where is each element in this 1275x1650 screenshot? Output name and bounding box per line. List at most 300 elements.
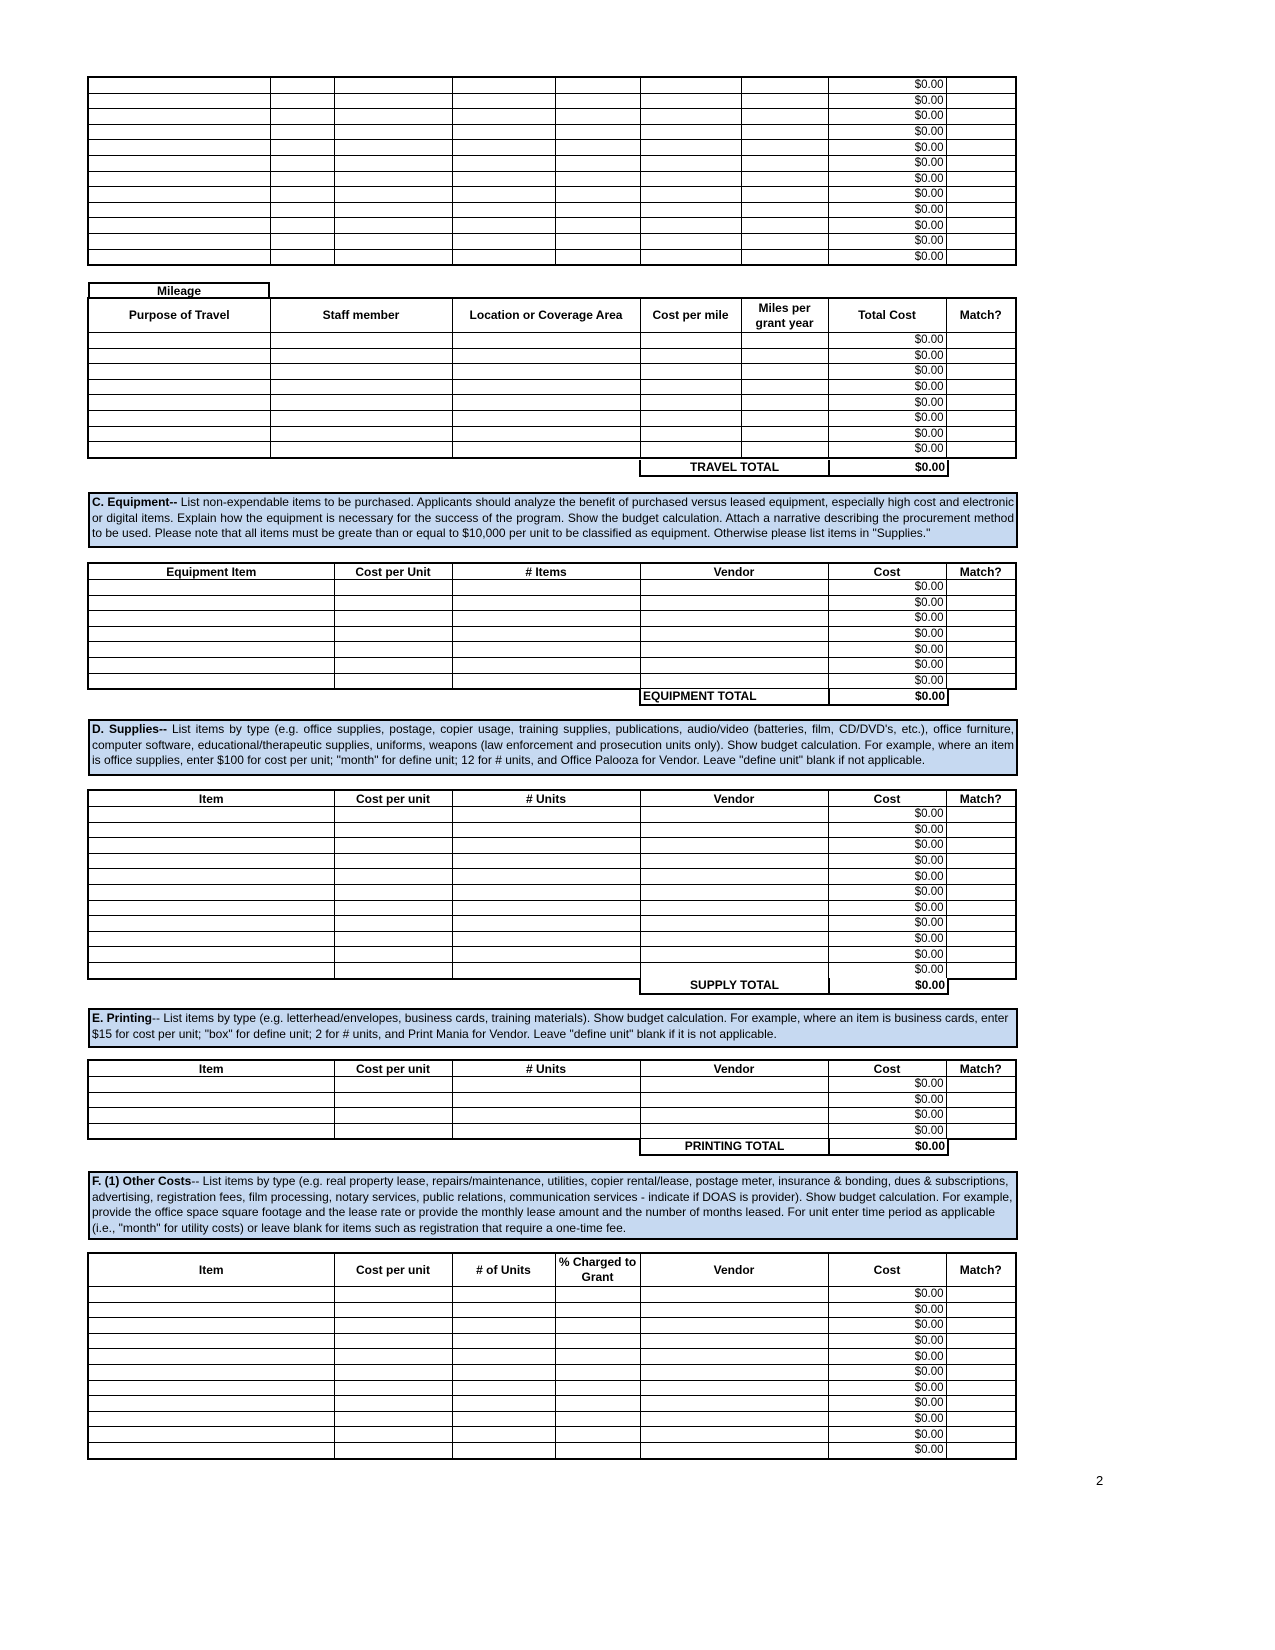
input-cell[interactable] bbox=[452, 1380, 555, 1396]
input-cell[interactable] bbox=[270, 218, 334, 234]
input-cell[interactable] bbox=[741, 233, 828, 249]
input-cell[interactable] bbox=[334, 1442, 452, 1458]
cost-cell[interactable]: $0.00 bbox=[828, 962, 946, 978]
input-cell[interactable] bbox=[555, 1302, 640, 1318]
input-cell[interactable] bbox=[555, 155, 640, 171]
input-cell[interactable] bbox=[88, 348, 270, 364]
cost-cell[interactable]: $0.00 bbox=[828, 1108, 946, 1124]
input-cell[interactable] bbox=[741, 249, 828, 265]
cost-cell[interactable]: $0.00 bbox=[828, 611, 946, 627]
input-cell[interactable] bbox=[334, 1396, 452, 1412]
input-cell[interactable] bbox=[452, 77, 555, 93]
input-cell[interactable] bbox=[452, 626, 640, 642]
input-cell[interactable] bbox=[640, 1077, 828, 1093]
input-cell[interactable] bbox=[640, 155, 741, 171]
input-cell[interactable] bbox=[334, 931, 452, 947]
input-cell[interactable] bbox=[946, 853, 1016, 869]
input-cell[interactable] bbox=[640, 1287, 828, 1303]
input-cell[interactable] bbox=[640, 838, 828, 854]
input-cell[interactable] bbox=[741, 171, 828, 187]
input-cell[interactable] bbox=[946, 1077, 1016, 1093]
input-cell[interactable] bbox=[452, 364, 640, 380]
input-cell[interactable] bbox=[741, 155, 828, 171]
input-cell[interactable] bbox=[452, 171, 555, 187]
input-cell[interactable] bbox=[334, 1349, 452, 1365]
input-cell[interactable] bbox=[270, 379, 452, 395]
input-cell[interactable] bbox=[270, 249, 334, 265]
input-cell[interactable] bbox=[946, 1333, 1016, 1349]
input-cell[interactable] bbox=[741, 202, 828, 218]
input-cell[interactable] bbox=[741, 410, 828, 426]
input-cell[interactable] bbox=[555, 1396, 640, 1412]
input-cell[interactable] bbox=[88, 1123, 334, 1139]
input-cell[interactable] bbox=[452, 642, 640, 658]
input-cell[interactable] bbox=[334, 962, 452, 978]
input-cell[interactable] bbox=[640, 249, 741, 265]
input-cell[interactable] bbox=[452, 124, 555, 140]
input-cell[interactable] bbox=[946, 1302, 1016, 1318]
input-cell[interactable] bbox=[88, 580, 334, 596]
input-cell[interactable] bbox=[88, 642, 334, 658]
input-cell[interactable] bbox=[334, 626, 452, 642]
input-cell[interactable] bbox=[946, 140, 1016, 156]
input-cell[interactable] bbox=[946, 1396, 1016, 1412]
cost-cell[interactable]: $0.00 bbox=[828, 249, 946, 265]
input-cell[interactable] bbox=[640, 947, 828, 963]
input-cell[interactable] bbox=[334, 1380, 452, 1396]
input-cell[interactable] bbox=[88, 395, 270, 411]
cost-cell[interactable]: $0.00 bbox=[828, 109, 946, 125]
input-cell[interactable] bbox=[334, 93, 452, 109]
input-cell[interactable] bbox=[334, 1092, 452, 1108]
input-cell[interactable] bbox=[334, 77, 452, 93]
input-cell[interactable] bbox=[452, 1442, 555, 1458]
input-cell[interactable] bbox=[452, 916, 640, 932]
input-cell[interactable] bbox=[452, 348, 640, 364]
input-cell[interactable] bbox=[270, 109, 334, 125]
input-cell[interactable] bbox=[640, 1411, 828, 1427]
input-cell[interactable] bbox=[946, 218, 1016, 234]
input-cell[interactable] bbox=[946, 187, 1016, 203]
input-cell[interactable] bbox=[452, 807, 640, 823]
input-cell[interactable] bbox=[741, 348, 828, 364]
input-cell[interactable] bbox=[946, 595, 1016, 611]
input-cell[interactable] bbox=[88, 1427, 334, 1443]
input-cell[interactable] bbox=[88, 379, 270, 395]
input-cell[interactable] bbox=[452, 1349, 555, 1365]
input-cell[interactable] bbox=[946, 333, 1016, 349]
input-cell[interactable] bbox=[334, 807, 452, 823]
input-cell[interactable] bbox=[452, 1396, 555, 1412]
input-cell[interactable] bbox=[452, 155, 555, 171]
input-cell[interactable] bbox=[88, 1302, 334, 1318]
input-cell[interactable] bbox=[452, 249, 555, 265]
input-cell[interactable] bbox=[88, 77, 270, 93]
input-cell[interactable] bbox=[452, 1108, 640, 1124]
input-cell[interactable] bbox=[88, 1108, 334, 1124]
input-cell[interactable] bbox=[334, 580, 452, 596]
input-cell[interactable] bbox=[270, 187, 334, 203]
input-cell[interactable] bbox=[270, 333, 452, 349]
input-cell[interactable] bbox=[640, 822, 828, 838]
cost-cell[interactable]: $0.00 bbox=[828, 807, 946, 823]
input-cell[interactable] bbox=[555, 1427, 640, 1443]
input-cell[interactable] bbox=[946, 77, 1016, 93]
input-cell[interactable] bbox=[946, 931, 1016, 947]
input-cell[interactable] bbox=[452, 947, 640, 963]
cost-cell[interactable]: $0.00 bbox=[828, 822, 946, 838]
cost-cell[interactable]: $0.00 bbox=[828, 1318, 946, 1334]
input-cell[interactable] bbox=[88, 838, 334, 854]
input-cell[interactable] bbox=[946, 947, 1016, 963]
input-cell[interactable] bbox=[88, 1442, 334, 1458]
input-cell[interactable] bbox=[640, 1123, 828, 1139]
input-cell[interactable] bbox=[640, 807, 828, 823]
input-cell[interactable] bbox=[555, 1411, 640, 1427]
cost-cell[interactable]: $0.00 bbox=[828, 171, 946, 187]
input-cell[interactable] bbox=[640, 595, 828, 611]
input-cell[interactable] bbox=[88, 233, 270, 249]
input-cell[interactable] bbox=[88, 218, 270, 234]
input-cell[interactable] bbox=[334, 947, 452, 963]
cost-cell[interactable]: $0.00 bbox=[828, 657, 946, 673]
input-cell[interactable] bbox=[946, 124, 1016, 140]
cost-cell[interactable]: $0.00 bbox=[828, 1364, 946, 1380]
input-cell[interactable] bbox=[88, 807, 334, 823]
input-cell[interactable] bbox=[640, 853, 828, 869]
input-cell[interactable] bbox=[640, 869, 828, 885]
input-cell[interactable] bbox=[334, 1411, 452, 1427]
input-cell[interactable] bbox=[88, 1380, 334, 1396]
input-cell[interactable] bbox=[88, 93, 270, 109]
input-cell[interactable] bbox=[741, 187, 828, 203]
input-cell[interactable] bbox=[741, 77, 828, 93]
input-cell[interactable] bbox=[334, 884, 452, 900]
cost-cell[interactable]: $0.00 bbox=[828, 333, 946, 349]
input-cell[interactable] bbox=[946, 822, 1016, 838]
input-cell[interactable] bbox=[88, 1333, 334, 1349]
input-cell[interactable] bbox=[946, 1442, 1016, 1458]
input-cell[interactable] bbox=[640, 1427, 828, 1443]
cost-cell[interactable]: $0.00 bbox=[828, 853, 946, 869]
input-cell[interactable] bbox=[334, 249, 452, 265]
input-cell[interactable] bbox=[741, 395, 828, 411]
input-cell[interactable] bbox=[88, 249, 270, 265]
input-cell[interactable] bbox=[334, 171, 452, 187]
input-cell[interactable] bbox=[741, 442, 828, 458]
cost-cell[interactable]: $0.00 bbox=[828, 348, 946, 364]
input-cell[interactable] bbox=[640, 884, 828, 900]
input-cell[interactable] bbox=[452, 426, 640, 442]
input-cell[interactable] bbox=[452, 233, 555, 249]
cost-cell[interactable]: $0.00 bbox=[828, 1092, 946, 1108]
input-cell[interactable] bbox=[946, 249, 1016, 265]
input-cell[interactable] bbox=[640, 410, 741, 426]
input-cell[interactable] bbox=[640, 642, 828, 658]
cost-cell[interactable]: $0.00 bbox=[828, 580, 946, 596]
input-cell[interactable] bbox=[640, 109, 741, 125]
input-cell[interactable] bbox=[946, 1123, 1016, 1139]
input-cell[interactable] bbox=[334, 838, 452, 854]
input-cell[interactable] bbox=[741, 218, 828, 234]
input-cell[interactable] bbox=[88, 900, 334, 916]
input-cell[interactable] bbox=[640, 626, 828, 642]
input-cell[interactable] bbox=[88, 124, 270, 140]
input-cell[interactable] bbox=[88, 109, 270, 125]
input-cell[interactable] bbox=[334, 1364, 452, 1380]
input-cell[interactable] bbox=[88, 947, 334, 963]
input-cell[interactable] bbox=[555, 1349, 640, 1365]
input-cell[interactable] bbox=[452, 1318, 555, 1334]
input-cell[interactable] bbox=[452, 379, 640, 395]
input-cell[interactable] bbox=[452, 931, 640, 947]
cost-cell[interactable]: $0.00 bbox=[828, 1349, 946, 1365]
input-cell[interactable] bbox=[452, 1092, 640, 1108]
input-cell[interactable] bbox=[640, 202, 741, 218]
input-cell[interactable] bbox=[452, 1427, 555, 1443]
input-cell[interactable] bbox=[334, 642, 452, 658]
input-cell[interactable] bbox=[452, 853, 640, 869]
input-cell[interactable] bbox=[640, 673, 828, 689]
input-cell[interactable] bbox=[640, 1396, 828, 1412]
cost-cell[interactable]: $0.00 bbox=[828, 1123, 946, 1139]
input-cell[interactable] bbox=[452, 869, 640, 885]
input-cell[interactable] bbox=[555, 249, 640, 265]
input-cell[interactable] bbox=[640, 916, 828, 932]
input-cell[interactable] bbox=[334, 155, 452, 171]
input-cell[interactable] bbox=[88, 673, 334, 689]
input-cell[interactable] bbox=[640, 1318, 828, 1334]
input-cell[interactable] bbox=[270, 233, 334, 249]
input-cell[interactable] bbox=[640, 171, 741, 187]
input-cell[interactable] bbox=[946, 109, 1016, 125]
cost-cell[interactable]: $0.00 bbox=[828, 869, 946, 885]
input-cell[interactable] bbox=[88, 626, 334, 642]
input-cell[interactable] bbox=[334, 1333, 452, 1349]
input-cell[interactable] bbox=[555, 202, 640, 218]
input-cell[interactable] bbox=[88, 1411, 334, 1427]
input-cell[interactable] bbox=[946, 838, 1016, 854]
input-cell[interactable] bbox=[88, 611, 334, 627]
input-cell[interactable] bbox=[946, 426, 1016, 442]
cost-cell[interactable]: $0.00 bbox=[828, 1396, 946, 1412]
input-cell[interactable] bbox=[640, 395, 741, 411]
input-cell[interactable] bbox=[88, 202, 270, 218]
input-cell[interactable] bbox=[452, 1077, 640, 1093]
cost-cell[interactable]: $0.00 bbox=[828, 442, 946, 458]
input-cell[interactable] bbox=[640, 580, 828, 596]
input-cell[interactable] bbox=[88, 1349, 334, 1365]
input-cell[interactable] bbox=[946, 1349, 1016, 1365]
input-cell[interactable] bbox=[946, 202, 1016, 218]
cost-cell[interactable]: $0.00 bbox=[828, 838, 946, 854]
input-cell[interactable] bbox=[88, 822, 334, 838]
input-cell[interactable] bbox=[555, 1318, 640, 1334]
input-cell[interactable] bbox=[452, 580, 640, 596]
input-cell[interactable] bbox=[640, 1442, 828, 1458]
input-cell[interactable] bbox=[555, 1287, 640, 1303]
input-cell[interactable] bbox=[946, 1108, 1016, 1124]
cost-cell[interactable]: $0.00 bbox=[828, 395, 946, 411]
input-cell[interactable] bbox=[452, 140, 555, 156]
cost-cell[interactable]: $0.00 bbox=[828, 187, 946, 203]
cost-cell[interactable]: $0.00 bbox=[828, 1380, 946, 1396]
input-cell[interactable] bbox=[555, 1442, 640, 1458]
input-cell[interactable] bbox=[334, 611, 452, 627]
input-cell[interactable] bbox=[946, 155, 1016, 171]
input-cell[interactable] bbox=[452, 595, 640, 611]
input-cell[interactable] bbox=[640, 333, 741, 349]
input-cell[interactable] bbox=[555, 1380, 640, 1396]
input-cell[interactable] bbox=[741, 109, 828, 125]
input-cell[interactable] bbox=[946, 233, 1016, 249]
input-cell[interactable] bbox=[640, 426, 741, 442]
cost-cell[interactable]: $0.00 bbox=[828, 1411, 946, 1427]
input-cell[interactable] bbox=[334, 869, 452, 885]
input-cell[interactable] bbox=[640, 364, 741, 380]
input-cell[interactable] bbox=[452, 962, 640, 978]
input-cell[interactable] bbox=[946, 348, 1016, 364]
input-cell[interactable] bbox=[452, 1333, 555, 1349]
cost-cell[interactable]: $0.00 bbox=[828, 218, 946, 234]
input-cell[interactable] bbox=[88, 442, 270, 458]
input-cell[interactable] bbox=[88, 931, 334, 947]
cost-cell[interactable]: $0.00 bbox=[828, 1333, 946, 1349]
input-cell[interactable] bbox=[946, 1287, 1016, 1303]
input-cell[interactable] bbox=[946, 395, 1016, 411]
input-cell[interactable] bbox=[741, 364, 828, 380]
input-cell[interactable] bbox=[88, 140, 270, 156]
input-cell[interactable] bbox=[270, 410, 452, 426]
cost-cell[interactable]: $0.00 bbox=[828, 410, 946, 426]
input-cell[interactable] bbox=[452, 187, 555, 203]
input-cell[interactable] bbox=[946, 93, 1016, 109]
input-cell[interactable] bbox=[452, 822, 640, 838]
input-cell[interactable] bbox=[452, 333, 640, 349]
input-cell[interactable] bbox=[741, 140, 828, 156]
input-cell[interactable] bbox=[88, 853, 334, 869]
input-cell[interactable] bbox=[946, 1364, 1016, 1380]
cost-cell[interactable]: $0.00 bbox=[828, 673, 946, 689]
input-cell[interactable] bbox=[452, 442, 640, 458]
input-cell[interactable] bbox=[640, 657, 828, 673]
input-cell[interactable] bbox=[741, 333, 828, 349]
input-cell[interactable] bbox=[741, 426, 828, 442]
input-cell[interactable] bbox=[334, 1318, 452, 1334]
input-cell[interactable] bbox=[452, 1302, 555, 1318]
input-cell[interactable] bbox=[640, 1302, 828, 1318]
input-cell[interactable] bbox=[741, 93, 828, 109]
cost-cell[interactable]: $0.00 bbox=[828, 642, 946, 658]
input-cell[interactable] bbox=[640, 1380, 828, 1396]
input-cell[interactable] bbox=[334, 1302, 452, 1318]
input-cell[interactable] bbox=[270, 348, 452, 364]
cost-cell[interactable]: $0.00 bbox=[828, 124, 946, 140]
input-cell[interactable] bbox=[452, 1287, 555, 1303]
input-cell[interactable] bbox=[555, 1364, 640, 1380]
input-cell[interactable] bbox=[555, 1333, 640, 1349]
input-cell[interactable] bbox=[640, 348, 741, 364]
input-cell[interactable] bbox=[452, 109, 555, 125]
input-cell[interactable] bbox=[88, 426, 270, 442]
input-cell[interactable] bbox=[88, 1364, 334, 1380]
input-cell[interactable] bbox=[452, 611, 640, 627]
input-cell[interactable] bbox=[946, 442, 1016, 458]
input-cell[interactable] bbox=[946, 364, 1016, 380]
input-cell[interactable] bbox=[640, 379, 741, 395]
input-cell[interactable] bbox=[741, 124, 828, 140]
input-cell[interactable] bbox=[555, 93, 640, 109]
input-cell[interactable] bbox=[640, 442, 741, 458]
input-cell[interactable] bbox=[555, 140, 640, 156]
input-cell[interactable] bbox=[270, 395, 452, 411]
input-cell[interactable] bbox=[555, 218, 640, 234]
input-cell[interactable] bbox=[334, 202, 452, 218]
input-cell[interactable] bbox=[334, 595, 452, 611]
input-cell[interactable] bbox=[946, 379, 1016, 395]
input-cell[interactable] bbox=[946, 626, 1016, 642]
input-cell[interactable] bbox=[270, 202, 334, 218]
input-cell[interactable] bbox=[270, 155, 334, 171]
input-cell[interactable] bbox=[334, 109, 452, 125]
input-cell[interactable] bbox=[334, 218, 452, 234]
cost-cell[interactable]: $0.00 bbox=[828, 155, 946, 171]
input-cell[interactable] bbox=[946, 642, 1016, 658]
input-cell[interactable] bbox=[452, 93, 555, 109]
input-cell[interactable] bbox=[946, 884, 1016, 900]
cost-cell[interactable]: $0.00 bbox=[828, 1077, 946, 1093]
input-cell[interactable] bbox=[946, 1318, 1016, 1334]
cost-cell[interactable]: $0.00 bbox=[828, 93, 946, 109]
input-cell[interactable] bbox=[334, 853, 452, 869]
input-cell[interactable] bbox=[452, 900, 640, 916]
input-cell[interactable] bbox=[334, 187, 452, 203]
cost-cell[interactable]: $0.00 bbox=[828, 947, 946, 963]
input-cell[interactable] bbox=[640, 1333, 828, 1349]
input-cell[interactable] bbox=[88, 171, 270, 187]
input-cell[interactable] bbox=[334, 140, 452, 156]
input-cell[interactable] bbox=[452, 1411, 555, 1427]
input-cell[interactable] bbox=[452, 1123, 640, 1139]
cost-cell[interactable]: $0.00 bbox=[828, 626, 946, 642]
input-cell[interactable] bbox=[946, 171, 1016, 187]
cost-cell[interactable]: $0.00 bbox=[828, 900, 946, 916]
input-cell[interactable] bbox=[640, 900, 828, 916]
cost-cell[interactable]: $0.00 bbox=[828, 379, 946, 395]
input-cell[interactable] bbox=[88, 1287, 334, 1303]
cost-cell[interactable]: $0.00 bbox=[828, 1302, 946, 1318]
input-cell[interactable] bbox=[88, 869, 334, 885]
input-cell[interactable] bbox=[88, 916, 334, 932]
input-cell[interactable] bbox=[946, 1427, 1016, 1443]
input-cell[interactable] bbox=[946, 1411, 1016, 1427]
input-cell[interactable] bbox=[334, 916, 452, 932]
input-cell[interactable] bbox=[270, 124, 334, 140]
input-cell[interactable] bbox=[946, 1092, 1016, 1108]
cost-cell[interactable]: $0.00 bbox=[828, 916, 946, 932]
input-cell[interactable] bbox=[946, 611, 1016, 627]
input-cell[interactable] bbox=[640, 93, 741, 109]
cost-cell[interactable]: $0.00 bbox=[828, 1287, 946, 1303]
cost-cell[interactable]: $0.00 bbox=[828, 233, 946, 249]
input-cell[interactable] bbox=[334, 233, 452, 249]
input-cell[interactable] bbox=[88, 1318, 334, 1334]
input-cell[interactable] bbox=[640, 1364, 828, 1380]
input-cell[interactable] bbox=[640, 1108, 828, 1124]
input-cell[interactable] bbox=[555, 77, 640, 93]
input-cell[interactable] bbox=[555, 187, 640, 203]
input-cell[interactable] bbox=[270, 140, 334, 156]
